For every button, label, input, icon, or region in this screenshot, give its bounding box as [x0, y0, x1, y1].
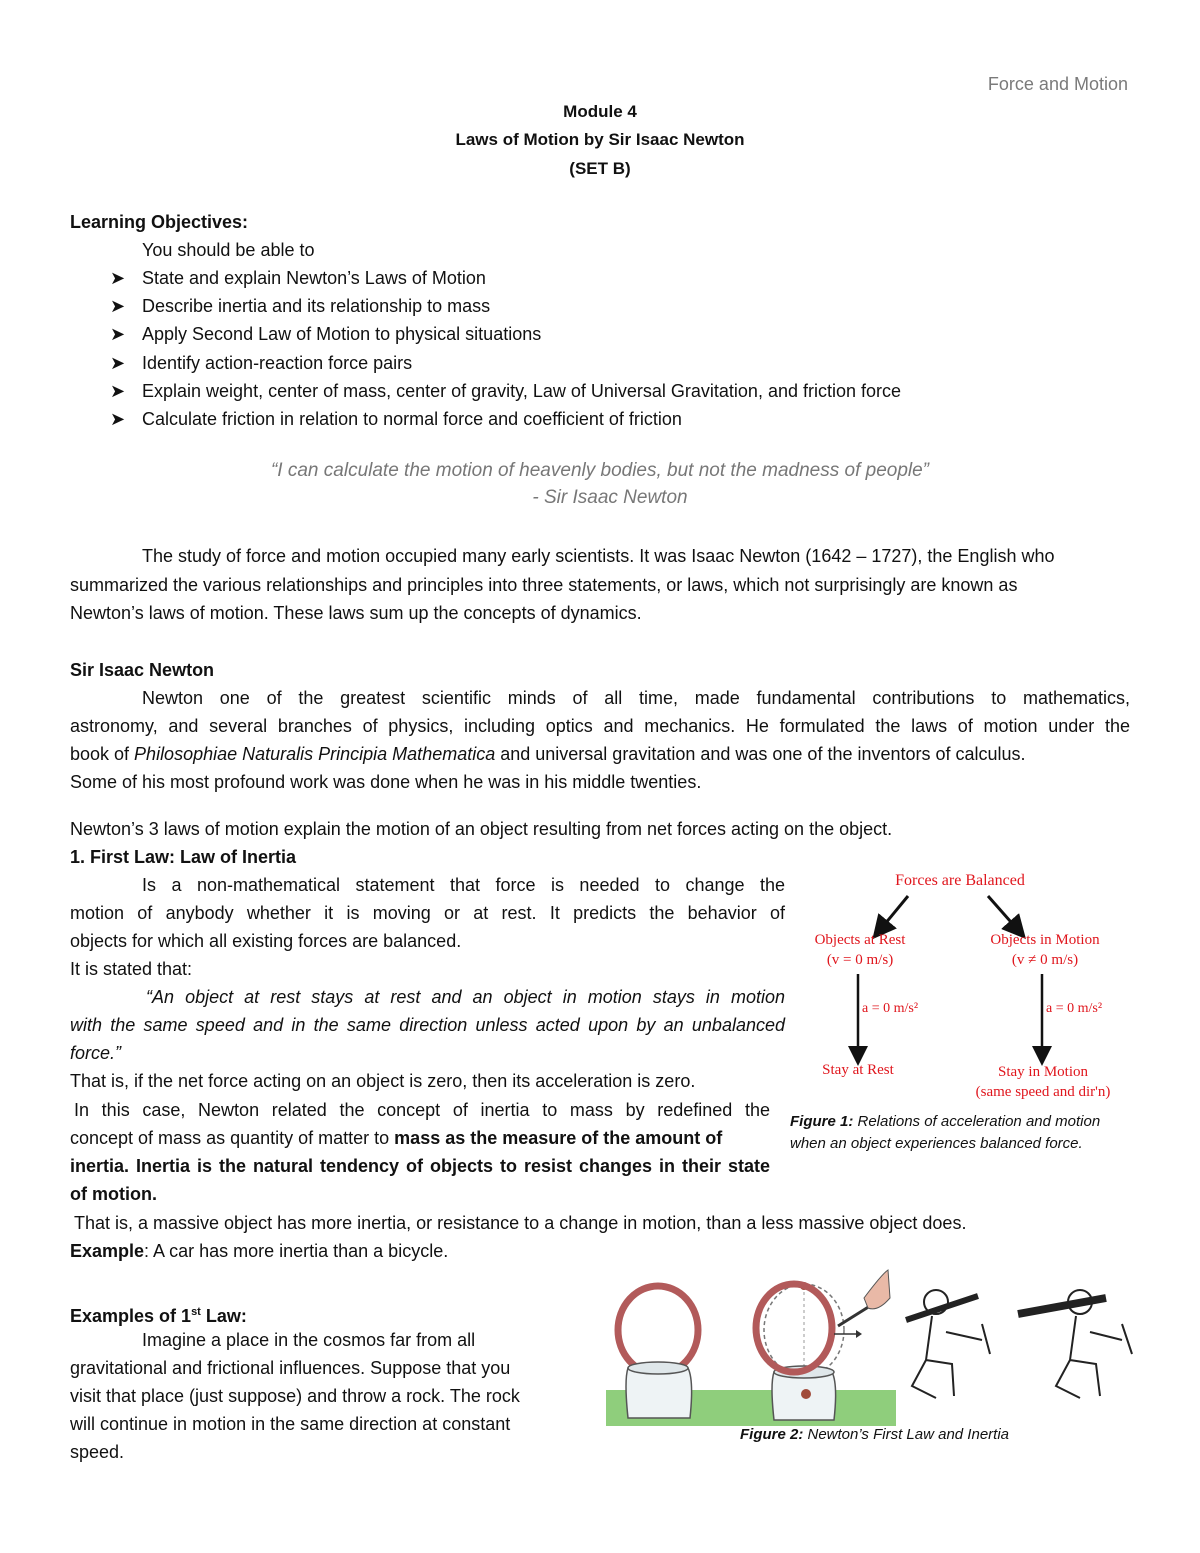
examples-heading: Examples of 1st Law:	[70, 1306, 247, 1326]
stay-at-rest-label: Stay at Rest	[822, 1062, 894, 1078]
objects-in-motion-label: Objects in Motion (v ≠ 0 m/s)	[990, 932, 1100, 968]
forces-balanced-label: Forces are Balanced	[895, 872, 1025, 889]
objective-item: ➤ Calculate friction in relation to normal force and coefficient of friction	[110, 405, 682, 433]
figure-2-illustration	[606, 1268, 1136, 1426]
arrow-bullet-icon: ➤	[110, 353, 126, 373]
page-header: Force and Motion	[987, 74, 1128, 94]
example-paragraph-line: will continue in motion in the same direction at constant	[70, 1414, 511, 1434]
laws-intro: Newton’s 3 laws of motion explain the motion of an object resulting from net forces acting on the object.	[70, 819, 893, 839]
module-title: Laws of Motion by Sir Isaac Newton	[455, 130, 745, 149]
intro-line: Newton’s laws of motion. These laws sum up the concepts of dynamics.	[70, 603, 642, 623]
intro-line: The study of force and motion occupied many early scientists. It was Isaac Newton (1642 – 1727), the English who	[142, 546, 1055, 566]
newton-line: Newton one of the greatest scientific minds of all time, made fundamental contributions to mathematics,	[142, 688, 1130, 708]
newton-heading: Sir Isaac Newton	[70, 660, 215, 680]
right-acceleration-label: a = 0 m/s²	[1046, 1001, 1103, 1016]
arrow-bullet-icon: ➤	[110, 409, 126, 429]
first-law-line: of motion.	[70, 1184, 157, 1204]
first-law-line: In this case, Newton related the concept of inertia to mass by redefined the	[74, 1100, 770, 1120]
newton-quote: “I can calculate the motion of heavenly bodies, but not the madness of people”	[270, 460, 930, 481]
first-law-line: inertia. Inertia is the natural tendency of objects to resist changes in their state	[70, 1156, 770, 1176]
intro-line: summarized the various relationships and principles into three statements, or laws, which not surprisingly are known as	[70, 575, 1018, 595]
example-paragraph-line: gravitational and frictional influences. Suppose that you	[70, 1358, 511, 1378]
first-law-line: That is, a massive object has more inertia, or resistance to a change in motion, than a less massive object does.	[74, 1213, 967, 1233]
objective-item: ➤ Identify action-reaction force pairs	[110, 349, 412, 377]
objective-item: ➤ Explain weight, center of mass, center of gravity, Law of Universal Gravitation, and friction force	[110, 377, 901, 405]
figure-1-diagram	[790, 870, 1130, 1100]
law-statement: with the same speed and in the same direction unless acted upon by an unbalanced	[70, 1015, 785, 1035]
first-law-line: objects for which all existing forces are balanced.	[70, 931, 462, 951]
newton-line: Some of his most profound work was done when he was in his middle twenties.	[70, 772, 702, 792]
inertia-illustration	[606, 1268, 1136, 1426]
figure-1-caption: Figure 1: Relations of acceleration and motion when an object experiences balanced force.	[790, 1113, 1101, 1152]
objectives-heading: Learning Objectives:	[70, 212, 249, 232]
module-number: Module 4	[563, 102, 637, 121]
first-law-line: Is a non-mathematical statement that force is needed to change the	[142, 875, 785, 895]
objects-at-rest-label: Objects at Rest (v = 0 m/s)	[814, 932, 906, 968]
objective-item: ➤ Apply Second Law of Motion to physical situations	[110, 320, 541, 348]
newton-line: book of Philosophiae Naturalis Principia Mathematica and universal gravitation and was one of the inventors of calculus.	[70, 744, 1026, 764]
newton-line: astronomy, and several branches of physics, including optics and mechanics. He formulated the laws of motion under the	[70, 716, 1130, 736]
first-law-line: It is stated that:	[70, 959, 193, 979]
objective-item: ➤ Describe inertia and its relationship to mass	[110, 292, 490, 320]
first-law-heading: 1. First Law: Law of Inertia	[70, 847, 297, 867]
example-line: Example: A car has more inertia than a bicycle.	[70, 1241, 449, 1261]
arrow-bullet-icon: ➤	[110, 381, 126, 401]
example-paragraph-line: visit that place (just suppose) and throw a rock. The rock	[70, 1386, 520, 1406]
first-law-line: motion of anybody whether it is moving or at rest. It predicts the behavior of	[70, 903, 785, 923]
example-paragraph-line: speed.	[70, 1442, 125, 1462]
objectives-intro: You should be able to	[142, 240, 315, 260]
arrow-bullet-icon: ➤	[110, 296, 126, 316]
example-paragraph-line: Imagine a place in the cosmos far from all	[142, 1330, 476, 1350]
law-statement: force.”	[70, 1043, 122, 1063]
law-statement: “An object at rest stays at rest and an object in motion stays in motion	[146, 987, 785, 1007]
stay-in-motion-label: Stay in Motion (same speed and dir'n)	[975, 1064, 1111, 1100]
principia-title: Philosophiae Naturalis Principia Mathematica	[134, 744, 496, 764]
objective-item: ➤ State and explain Newton’s Laws of Motion	[110, 264, 486, 292]
arrow-bullet-icon: ➤	[110, 268, 126, 288]
first-law-line: That is, if the net force acting on an object is zero, then its acceleration is zero.	[70, 1071, 696, 1091]
left-acceleration-label: a = 0 m/s²	[862, 1001, 919, 1016]
figure-2-caption: Figure 2: Newton’s First Law and Inertia	[740, 1426, 1009, 1443]
quote-author: - Sir Isaac Newton	[532, 487, 688, 508]
arrow-bullet-icon: ➤	[110, 324, 126, 344]
first-law-line: concept of mass as quantity of matter to mass as the measure of the amount of	[70, 1128, 723, 1148]
module-set: (SET B)	[569, 159, 631, 178]
